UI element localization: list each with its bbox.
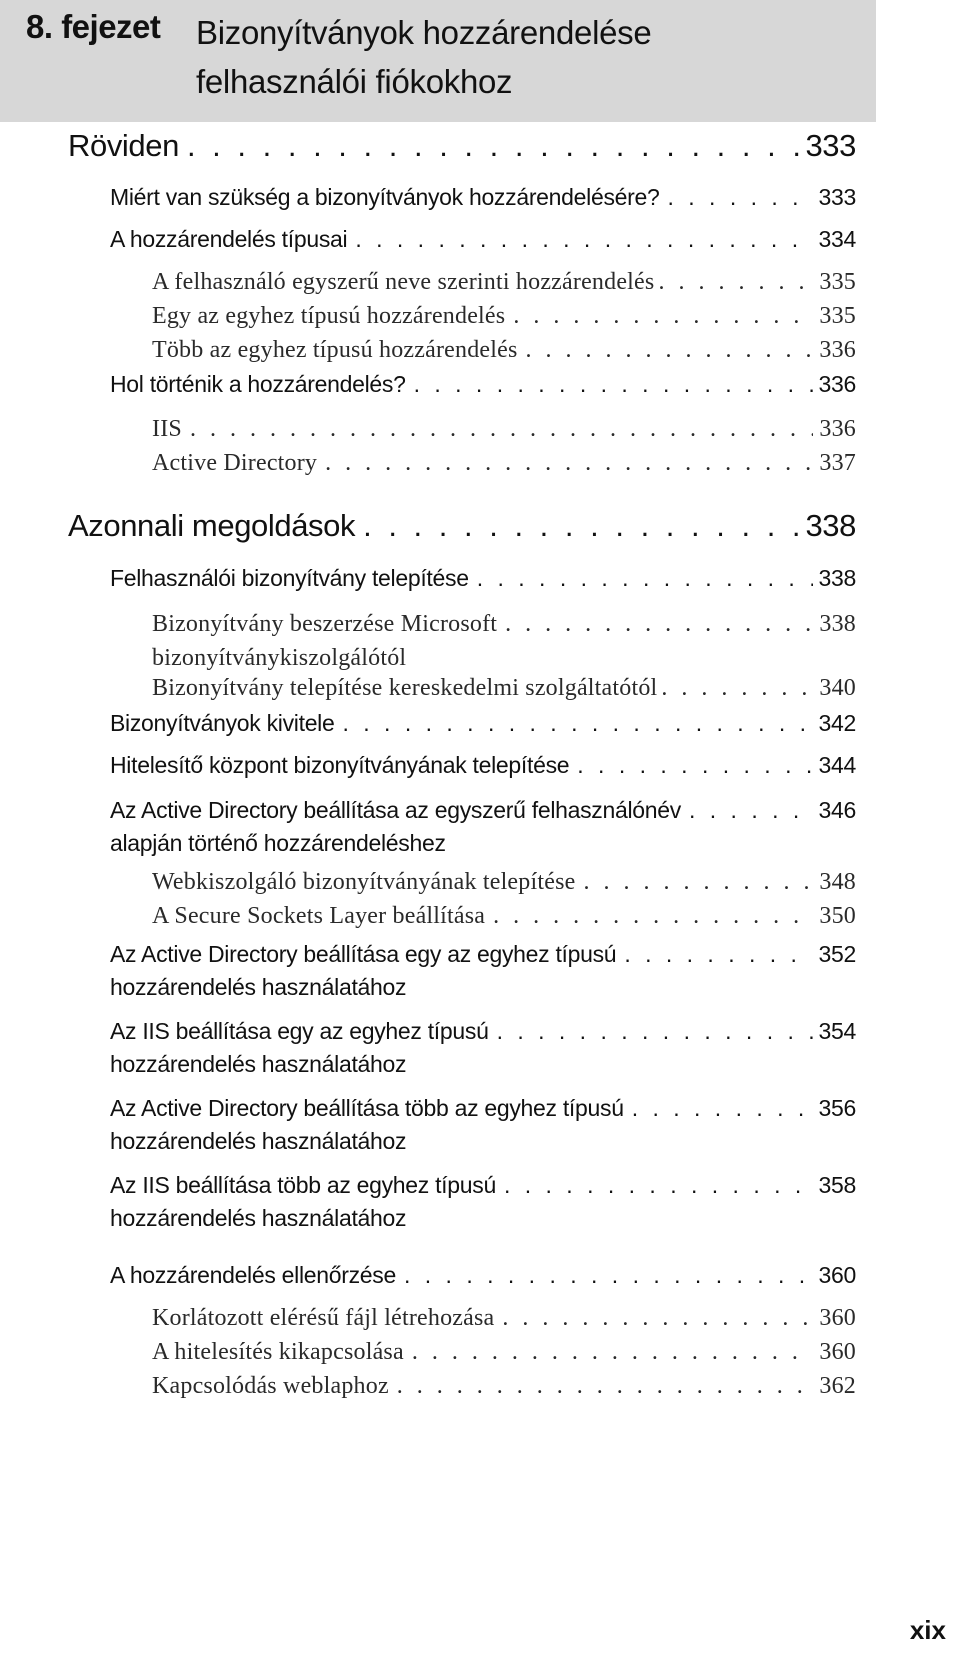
- toc-page-number: 344: [818, 752, 856, 778]
- toc-entry-label: [110, 1015, 489, 1081]
- toc-subentry[interactable]: [152, 607, 856, 675]
- toc-entry[interactable]: [110, 710, 856, 737]
- dot-leader: [355, 226, 812, 253]
- toc-page-number: 333: [818, 184, 856, 210]
- toc-entry[interactable]: [110, 1092, 856, 1158]
- chapter-number: 8. fejezet: [26, 8, 161, 45]
- toc-entry-label: Egy az egyhez típusú hozzárendelés: [152, 303, 506, 329]
- toc-subentry[interactable]: [152, 337, 856, 364]
- dot-leader: [661, 675, 815, 702]
- toc-page-number: 338: [805, 508, 856, 543]
- dot-leader: [526, 337, 814, 364]
- toc-subentry[interactable]: [152, 1305, 856, 1332]
- toc-entry[interactable]: [110, 226, 856, 253]
- toc-entry-label-line1: Az Active Directory beállítása egy az egyhez típusú: [110, 941, 617, 967]
- toc-entry-label: Hol történik a hozzárendelés?: [110, 371, 406, 397]
- toc-entry-label: [110, 794, 681, 860]
- dot-leader: [583, 869, 813, 896]
- dot-leader: [397, 1373, 814, 1400]
- toc-entry-label-line2: alapján történő hozzárendeléshez: [110, 830, 446, 856]
- dot-leader: [624, 941, 812, 968]
- toc-page-number: 346: [818, 797, 856, 823]
- toc-entry-section[interactable]: [68, 128, 856, 164]
- toc-entry-label: [110, 1092, 624, 1158]
- dot-leader: [689, 797, 813, 824]
- toc-entry-label: Miért van szükség a bizonyítványok hozzárendelésére?: [110, 184, 660, 210]
- toc-entry-label-line2: hozzárendelés használatához: [110, 974, 407, 1000]
- toc-page-number: 348: [819, 869, 856, 895]
- toc-page-number: 337: [819, 450, 856, 476]
- toc-page-number: 358: [818, 1172, 856, 1198]
- toc-entry-label: Több az egyhez típusú hozzárendelés: [152, 337, 518, 363]
- dot-leader: [502, 1305, 813, 1332]
- dot-leader: [325, 450, 813, 477]
- toc-entry-label: Active Directory: [152, 450, 318, 476]
- toc-entry-label-line2: hozzárendelés használatához: [110, 1051, 407, 1077]
- chapter-title-line2: felhasználói fiókokhoz: [196, 63, 513, 100]
- toc-entry-label: A Secure Sockets Layer beállítása: [152, 903, 486, 929]
- toc-entry-label: A hozzárendelés típusai: [110, 226, 348, 252]
- dot-leader: [504, 1172, 813, 1199]
- toc-entry-label-line1: Az IIS beállítása egy az egyhez típusú: [110, 1018, 489, 1044]
- toc-entry[interactable]: [110, 752, 856, 779]
- toc-page-number: 354: [818, 1018, 856, 1044]
- toc-subentry[interactable]: [152, 903, 856, 930]
- toc-entry-label-line2: hozzárendelés használatához: [110, 1205, 407, 1231]
- toc-entry-label: A hitelesítés kikapcsolása: [152, 1339, 404, 1365]
- toc-page-number: 360: [818, 1262, 856, 1288]
- toc-entry-label: [110, 1169, 496, 1235]
- toc-subentry[interactable]: [152, 269, 856, 296]
- toc-subentry[interactable]: [152, 1339, 856, 1366]
- toc-page-number: 360: [819, 1305, 856, 1331]
- toc-entry[interactable]: [110, 938, 856, 1004]
- toc-page-number: 340: [819, 675, 856, 701]
- dot-leader: [577, 752, 812, 779]
- toc-page-number: 342: [818, 710, 856, 736]
- chapter-title-line1: Bizonyítványok hozzárendelése: [196, 14, 652, 51]
- dot-leader: [363, 508, 799, 544]
- toc-entry-label: Webkiszolgáló bizonyítványának telepítése: [152, 869, 576, 895]
- toc-entry-label: Hitelesítő központ bizonyítványának telepítése: [110, 752, 570, 778]
- dot-leader: [412, 1339, 814, 1366]
- toc-entry[interactable]: [110, 1169, 856, 1235]
- toc-entry-label-line1: Az Active Directory beállítása az egyszerű felhasználónév: [110, 797, 681, 823]
- toc-page-number: 350: [819, 903, 856, 929]
- toc-entry[interactable]: [110, 184, 856, 211]
- toc-subentry[interactable]: [152, 416, 856, 443]
- toc-entry-label-line1: Az IIS beállítása több az egyhez típusú: [110, 1172, 496, 1198]
- toc-subentry[interactable]: [152, 1373, 856, 1400]
- toc-entry[interactable]: [110, 1015, 856, 1081]
- dot-leader: [493, 903, 813, 930]
- toc-page-number: 333: [805, 128, 856, 163]
- toc-page-number: 336: [819, 416, 856, 442]
- toc-entry-section[interactable]: [68, 508, 856, 544]
- toc-entry-label: Bizonyítványok kivitele: [110, 710, 335, 736]
- toc-page-number: 360: [819, 1339, 856, 1365]
- dot-leader: [632, 1095, 813, 1122]
- toc-entry-label: Azonnali megoldások: [68, 508, 356, 543]
- toc-entry-label: Röviden: [68, 128, 179, 163]
- toc-page-number: 336: [818, 371, 856, 397]
- toc-entry-label-line1: Az Active Directory beállítása több az egyhez típusú: [110, 1095, 624, 1121]
- dot-leader: [505, 611, 813, 638]
- dot-leader: [187, 128, 800, 164]
- toc-page-number: 338: [819, 611, 856, 637]
- dot-leader: [497, 1018, 813, 1045]
- toc-page-number: 338: [818, 565, 856, 591]
- toc-entry-label: Kapcsolódás weblaphoz: [152, 1373, 389, 1399]
- toc-entry[interactable]: [110, 565, 856, 592]
- toc-entry-label: [152, 607, 497, 675]
- toc-page-number: 362: [819, 1373, 856, 1399]
- dot-leader: [658, 269, 815, 296]
- dot-leader: [414, 371, 813, 398]
- toc-entry-label: [110, 938, 616, 1004]
- toc-entry-label: Korlátozott elérésű fájl létrehozása: [152, 1305, 495, 1331]
- toc-subentry[interactable]: [152, 303, 856, 330]
- toc-entry-label-line1: Bizonyítvány beszerzése Microsoft: [152, 611, 498, 637]
- dot-leader: [342, 710, 812, 737]
- dot-leader: [477, 565, 813, 592]
- toc-subentry[interactable]: [152, 450, 856, 477]
- toc-page-number: 352: [818, 941, 856, 967]
- toc-entry-label: Felhasználói bizonyítvány telepítése: [110, 565, 469, 591]
- page-folio: xix: [909, 1615, 946, 1645]
- toc-entry[interactable]: [110, 1262, 856, 1289]
- toc-entry-label: Bizonyítvány telepítése kereskedelmi szolgáltatótól: [152, 675, 658, 701]
- dot-leader: [513, 303, 813, 330]
- toc-page-number: 336: [819, 337, 856, 363]
- dot-leader: [404, 1262, 813, 1289]
- toc-entry-label: A felhasználó egyszerű neve szerinti hozzárendelés: [152, 269, 655, 295]
- dot-leader: [190, 416, 813, 443]
- toc-subentry[interactable]: [152, 869, 856, 896]
- toc-subentry[interactable]: [152, 675, 856, 702]
- toc-entry-label: IIS: [152, 416, 182, 442]
- toc-entry[interactable]: [110, 371, 856, 398]
- toc-entry[interactable]: [110, 794, 856, 860]
- toc-entry-label-line2: hozzárendelés használatához: [110, 1128, 407, 1154]
- toc-entry-label-line2: bizonyítványkiszolgálótól: [152, 645, 407, 671]
- toc-page-number: 335: [819, 269, 856, 295]
- toc-entry-label: A hozzárendelés ellenőrzése: [110, 1262, 396, 1288]
- toc-page-number: 335: [819, 303, 856, 329]
- dot-leader: [667, 184, 812, 211]
- toc-page-number: 356: [818, 1095, 856, 1121]
- toc-page-number: 334: [818, 226, 856, 252]
